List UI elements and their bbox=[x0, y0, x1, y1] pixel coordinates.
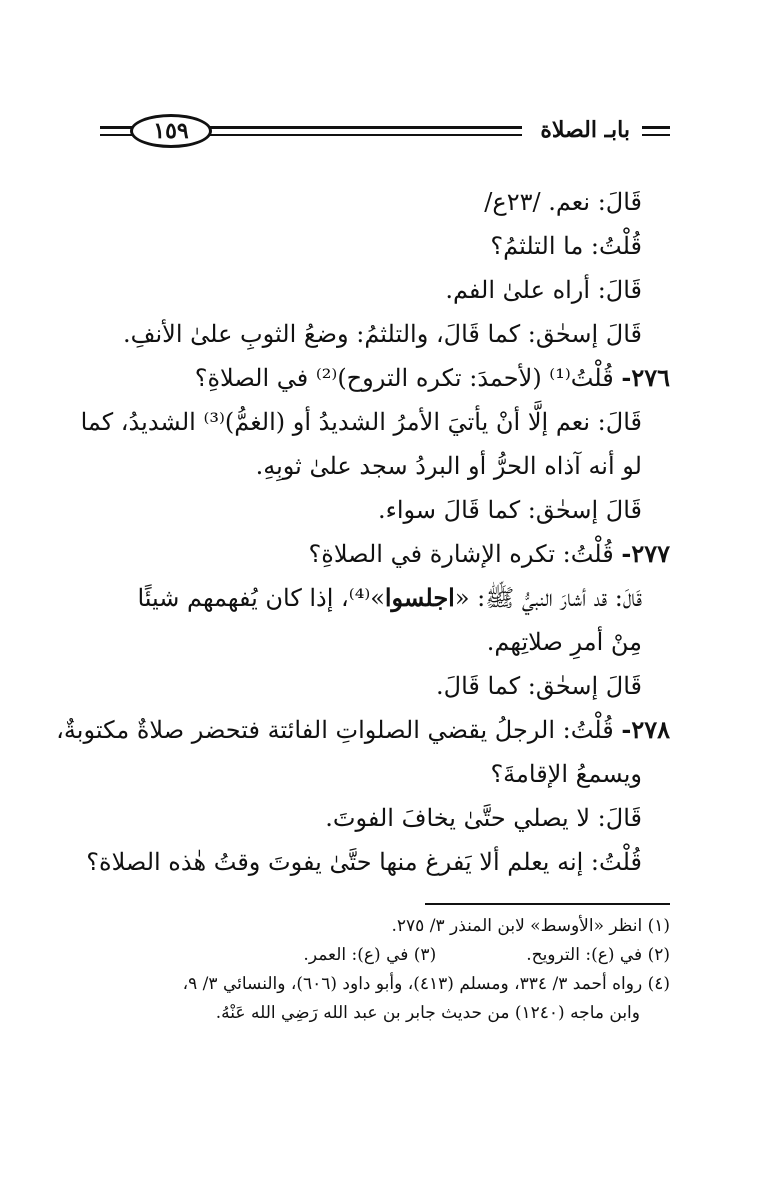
page-number: ١٥٩ bbox=[130, 114, 212, 148]
question-number: ٢٧٦- bbox=[621, 363, 670, 392]
question-278 bbox=[56, 708, 670, 752]
text-line: مِنْ أمرِ صلاتِهم. bbox=[486, 628, 642, 656]
text-line: قُلْتُ: ما التلثمُ؟ bbox=[490, 232, 642, 260]
main-text bbox=[56, 180, 670, 884]
footnote-4: (٤) رواه أحمد ٣/ ٣٣٤، ومسلم (٤١٣)، وأبو داود (٦٠٦)، والنسائي ٣/ ٩، bbox=[182, 974, 670, 994]
question-276 bbox=[90, 356, 670, 400]
footnote-1: (١) انظر «الأوسط» لابن المنذر ٣/ ٢٧٥. bbox=[391, 916, 670, 936]
footnote-4-continued: وابن ماجه (١٢٤٠) من حديث جابر بن عبد الله رَضِي الله عَنْهُ. bbox=[215, 1003, 640, 1023]
footnotes bbox=[90, 912, 670, 1028]
footnote-row bbox=[90, 941, 670, 970]
text-segment: »⁽⁴⁾، إذا كان يُفهمهم شيئًا bbox=[137, 584, 385, 612]
header-end-mark bbox=[642, 126, 670, 141]
header-rule-bottom bbox=[210, 134, 522, 136]
text-line: قَالَ: نعم إلَّا أنْ يأتيَ الأمرُ الشديدُ أو (الغمُّ)⁽³⁾ الشديدُ، كما bbox=[80, 408, 642, 436]
text-line: قَالَ: أراه علىٰ الفم. bbox=[445, 276, 642, 304]
hadith-quote: اجلسوا bbox=[384, 583, 455, 612]
text-line: قَالَ: لا يصلي حتَّىٰ يخافَ الفوتَ. bbox=[325, 804, 642, 832]
question-number: ٢٧٨- bbox=[621, 715, 670, 744]
question-text: قُلْتُ: الرجلُ يقضي الصلواتِ الفائتة فتحضر صلاةٌ مكتوبةٌ، bbox=[56, 716, 614, 744]
footnote-2: (٢) في (ع): الترويح. bbox=[526, 945, 670, 965]
question-number: ٢٧٧- bbox=[621, 539, 670, 568]
footnote-divider bbox=[425, 903, 670, 905]
page-header bbox=[100, 112, 670, 152]
text-line bbox=[90, 576, 670, 620]
text-line: قَالَ: نعم. /٢٣ع/ bbox=[484, 188, 642, 216]
text-line: قَالَ إسحٰق: كما قَالَ سواء. bbox=[377, 496, 642, 524]
header-rule-left bbox=[100, 126, 132, 129]
header-rule-left-bottom bbox=[100, 134, 132, 136]
text-line: قُلْتُ: إنه يعلم ألا يَفرغ منها حتَّىٰ يفوتَ وقتُ هٰذه الصلاة؟ bbox=[86, 848, 642, 876]
header-rule-top bbox=[210, 126, 522, 129]
text-segment: قَالَ: قد أشارَ النبيُّ ﷺ: « bbox=[454, 584, 642, 612]
footnote-3: (٣) في (ع): العمر. bbox=[303, 945, 437, 965]
text-line: لو أنه آذاه الحرُّ أو البردُ سجد علىٰ ثوبِهِ. bbox=[255, 452, 642, 480]
question-text: قُلْتُ⁽¹⁾ (لأحمدَ: تكره التروح)⁽²⁾ في الصلاةِ؟ bbox=[194, 364, 614, 392]
question-text: قُلْتُ: تكره الإشارة في الصلاةِ؟ bbox=[308, 540, 614, 568]
text-line: قَالَ إسحٰق: كما قَالَ، والتلثمُ: وضعُ الثوبِ علىٰ الأنفِ. bbox=[123, 320, 642, 348]
text-line: ويسمعُ الإقامةَ؟ bbox=[490, 760, 642, 788]
question-277 bbox=[90, 532, 670, 576]
text-line: قَالَ إسحٰق: كما قَالَ. bbox=[436, 672, 642, 700]
chapter-title: بابـ الصلاة bbox=[540, 117, 630, 143]
